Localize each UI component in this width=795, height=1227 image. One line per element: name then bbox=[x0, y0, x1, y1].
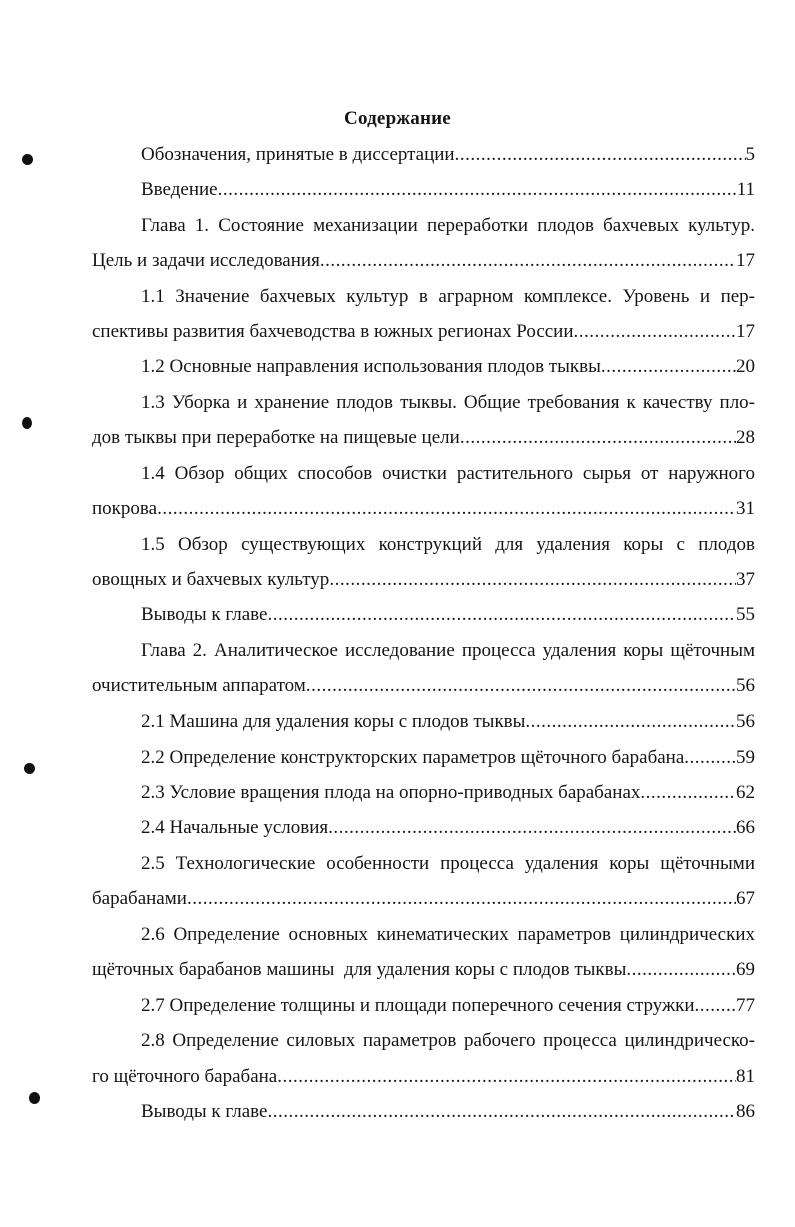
dot-leader bbox=[306, 673, 736, 699]
dot-leader bbox=[267, 602, 736, 628]
toc-entry-text: 2.7 Определение толщины и площади поперечного сечения стружки bbox=[141, 995, 695, 1016]
toc-entry bbox=[92, 673, 755, 699]
toc-entry-first-line: 1.3 Уборка и хранение плодов тыквы. Общие требования к качеству пло- bbox=[141, 392, 755, 413]
toc-entry bbox=[141, 1099, 755, 1125]
toc-page-number: 66 bbox=[736, 817, 755, 838]
toc-entry-text: Выводы к главе bbox=[141, 604, 268, 625]
toc-entry-text: 2.4 Начальные условия bbox=[141, 817, 329, 838]
scan-speck bbox=[24, 763, 35, 774]
dot-leader bbox=[695, 993, 736, 1019]
toc-page-number: 37 bbox=[736, 569, 755, 590]
toc-entry bbox=[141, 815, 755, 841]
toc-page-number: 62 bbox=[736, 782, 755, 803]
dot-leader bbox=[455, 142, 746, 168]
toc-entry-first-line: Глава 2. Аналитическое исследование процесса удаления коры щёточным bbox=[141, 640, 755, 661]
scan-speck bbox=[22, 154, 33, 165]
toc-entry bbox=[92, 248, 755, 274]
toc-page-number: 17 bbox=[736, 250, 755, 271]
toc-page-number: 56 bbox=[736, 675, 755, 696]
toc-entry-text: Обозначения, принятые в диссертации bbox=[141, 144, 455, 165]
toc-entry bbox=[92, 1064, 755, 1090]
toc-page-number: 67 bbox=[736, 888, 755, 909]
toc-entry-text: дов тыквы при переработке на пищевые цели bbox=[92, 427, 460, 448]
dot-leader bbox=[460, 425, 736, 451]
toc-entry bbox=[141, 745, 755, 771]
toc-page-number: 20 bbox=[736, 356, 755, 377]
toc-entry-first-line: 2.6 Определение основных кинематических параметров цилиндрических bbox=[141, 924, 755, 945]
toc-entry-first-line: 1.4 Обзор общих способов очистки растительного сырья от наружного bbox=[141, 463, 755, 484]
toc-page-number: 17 bbox=[736, 321, 755, 342]
dot-leader bbox=[601, 354, 736, 380]
dot-leader bbox=[320, 248, 736, 274]
dot-leader bbox=[525, 709, 736, 735]
toc-entry-first-line: 2.8 Определение силовых параметров рабочего процесса цилиндрическо- bbox=[141, 1030, 755, 1051]
toc-entry bbox=[141, 709, 755, 735]
toc-entry-text: щёточных барабанов машины для удаления коры с плодов тыквы bbox=[92, 959, 627, 980]
toc-page-number: 69 bbox=[736, 959, 755, 980]
toc-entry-text: Выводы к главе bbox=[141, 1101, 268, 1122]
dot-leader bbox=[328, 815, 736, 841]
dot-leader bbox=[574, 319, 736, 345]
toc-page-number: 81 bbox=[736, 1066, 755, 1087]
toc-entry bbox=[141, 602, 755, 628]
toc-entry bbox=[92, 425, 755, 451]
toc-entry-text: 2.2 Определение конструкторских параметров щёточного барабана bbox=[141, 747, 685, 768]
toc-entry bbox=[141, 177, 755, 203]
toc-page-number: 55 bbox=[736, 604, 755, 625]
toc-entry bbox=[141, 993, 755, 1019]
toc-page-number: 5 bbox=[745, 144, 755, 165]
scan-speck bbox=[29, 1092, 40, 1104]
toc-page-number: 59 bbox=[736, 747, 755, 768]
page-title: Содержание bbox=[344, 108, 451, 129]
toc-page-number: 11 bbox=[736, 179, 755, 200]
toc-entry bbox=[141, 354, 755, 380]
dot-leader bbox=[329, 567, 736, 593]
toc-entry bbox=[92, 496, 755, 522]
dot-leader bbox=[626, 957, 736, 983]
toc-page-number: 77 bbox=[736, 995, 755, 1016]
dot-leader bbox=[157, 496, 736, 522]
toc-entry-first-line: 1.1 Значение бахчевых культур в аграрном комплексе. Уровень и пер- bbox=[141, 286, 755, 307]
toc-entry-first-line: 1.5 Обзор существующих конструкций для удаления коры с плодов bbox=[141, 534, 755, 555]
toc-entry bbox=[92, 957, 755, 983]
toc-entry bbox=[141, 142, 755, 168]
toc-entry-first-line: 2.5 Технологические особенности процесса удаления коры щёточными bbox=[141, 853, 755, 874]
toc-entry-text: Цель и задачи исследования bbox=[92, 250, 320, 271]
dot-leader bbox=[277, 1064, 736, 1090]
toc-page-number: 31 bbox=[736, 498, 755, 519]
dot-leader bbox=[267, 1099, 736, 1125]
toc-entry bbox=[92, 886, 755, 912]
toc-entry bbox=[92, 567, 755, 593]
toc-entry-text: очистительным аппаратом bbox=[92, 675, 306, 696]
toc-entry-text: овощных и бахчевых культур bbox=[92, 569, 330, 590]
toc-entry-text: Введение bbox=[141, 179, 218, 200]
toc-page-number: 28 bbox=[736, 427, 755, 448]
toc-entry bbox=[92, 319, 755, 345]
toc-entry-text: 2.1 Машина для удаления коры с плодов тыквы bbox=[141, 711, 526, 732]
toc-entry bbox=[141, 780, 755, 806]
dot-leader bbox=[218, 177, 737, 203]
dot-leader bbox=[684, 745, 736, 771]
toc-page-number: 86 bbox=[736, 1101, 755, 1122]
dot-leader bbox=[187, 886, 736, 912]
dot-leader bbox=[640, 780, 736, 806]
toc-entry-text: спективы развития бахчеводства в южных регионах России bbox=[92, 321, 574, 342]
toc-entry-text: 1.2 Основные направления использования плодов тыквы bbox=[141, 356, 601, 377]
toc-entry-text: покрова bbox=[92, 498, 158, 519]
toc-page-number: 56 bbox=[736, 711, 755, 732]
toc-entry-text: 2.3 Условие вращения плода на опорно-приводных барабанах bbox=[141, 782, 641, 803]
scan-speck bbox=[22, 417, 32, 429]
toc-entry-text: го щёточного барабана bbox=[92, 1066, 278, 1087]
toc-entry-first-line: Глава 1. Состояние механизации переработки плодов бахчевых культур. bbox=[141, 215, 755, 236]
toc-entry-text: барабанами bbox=[92, 888, 187, 909]
